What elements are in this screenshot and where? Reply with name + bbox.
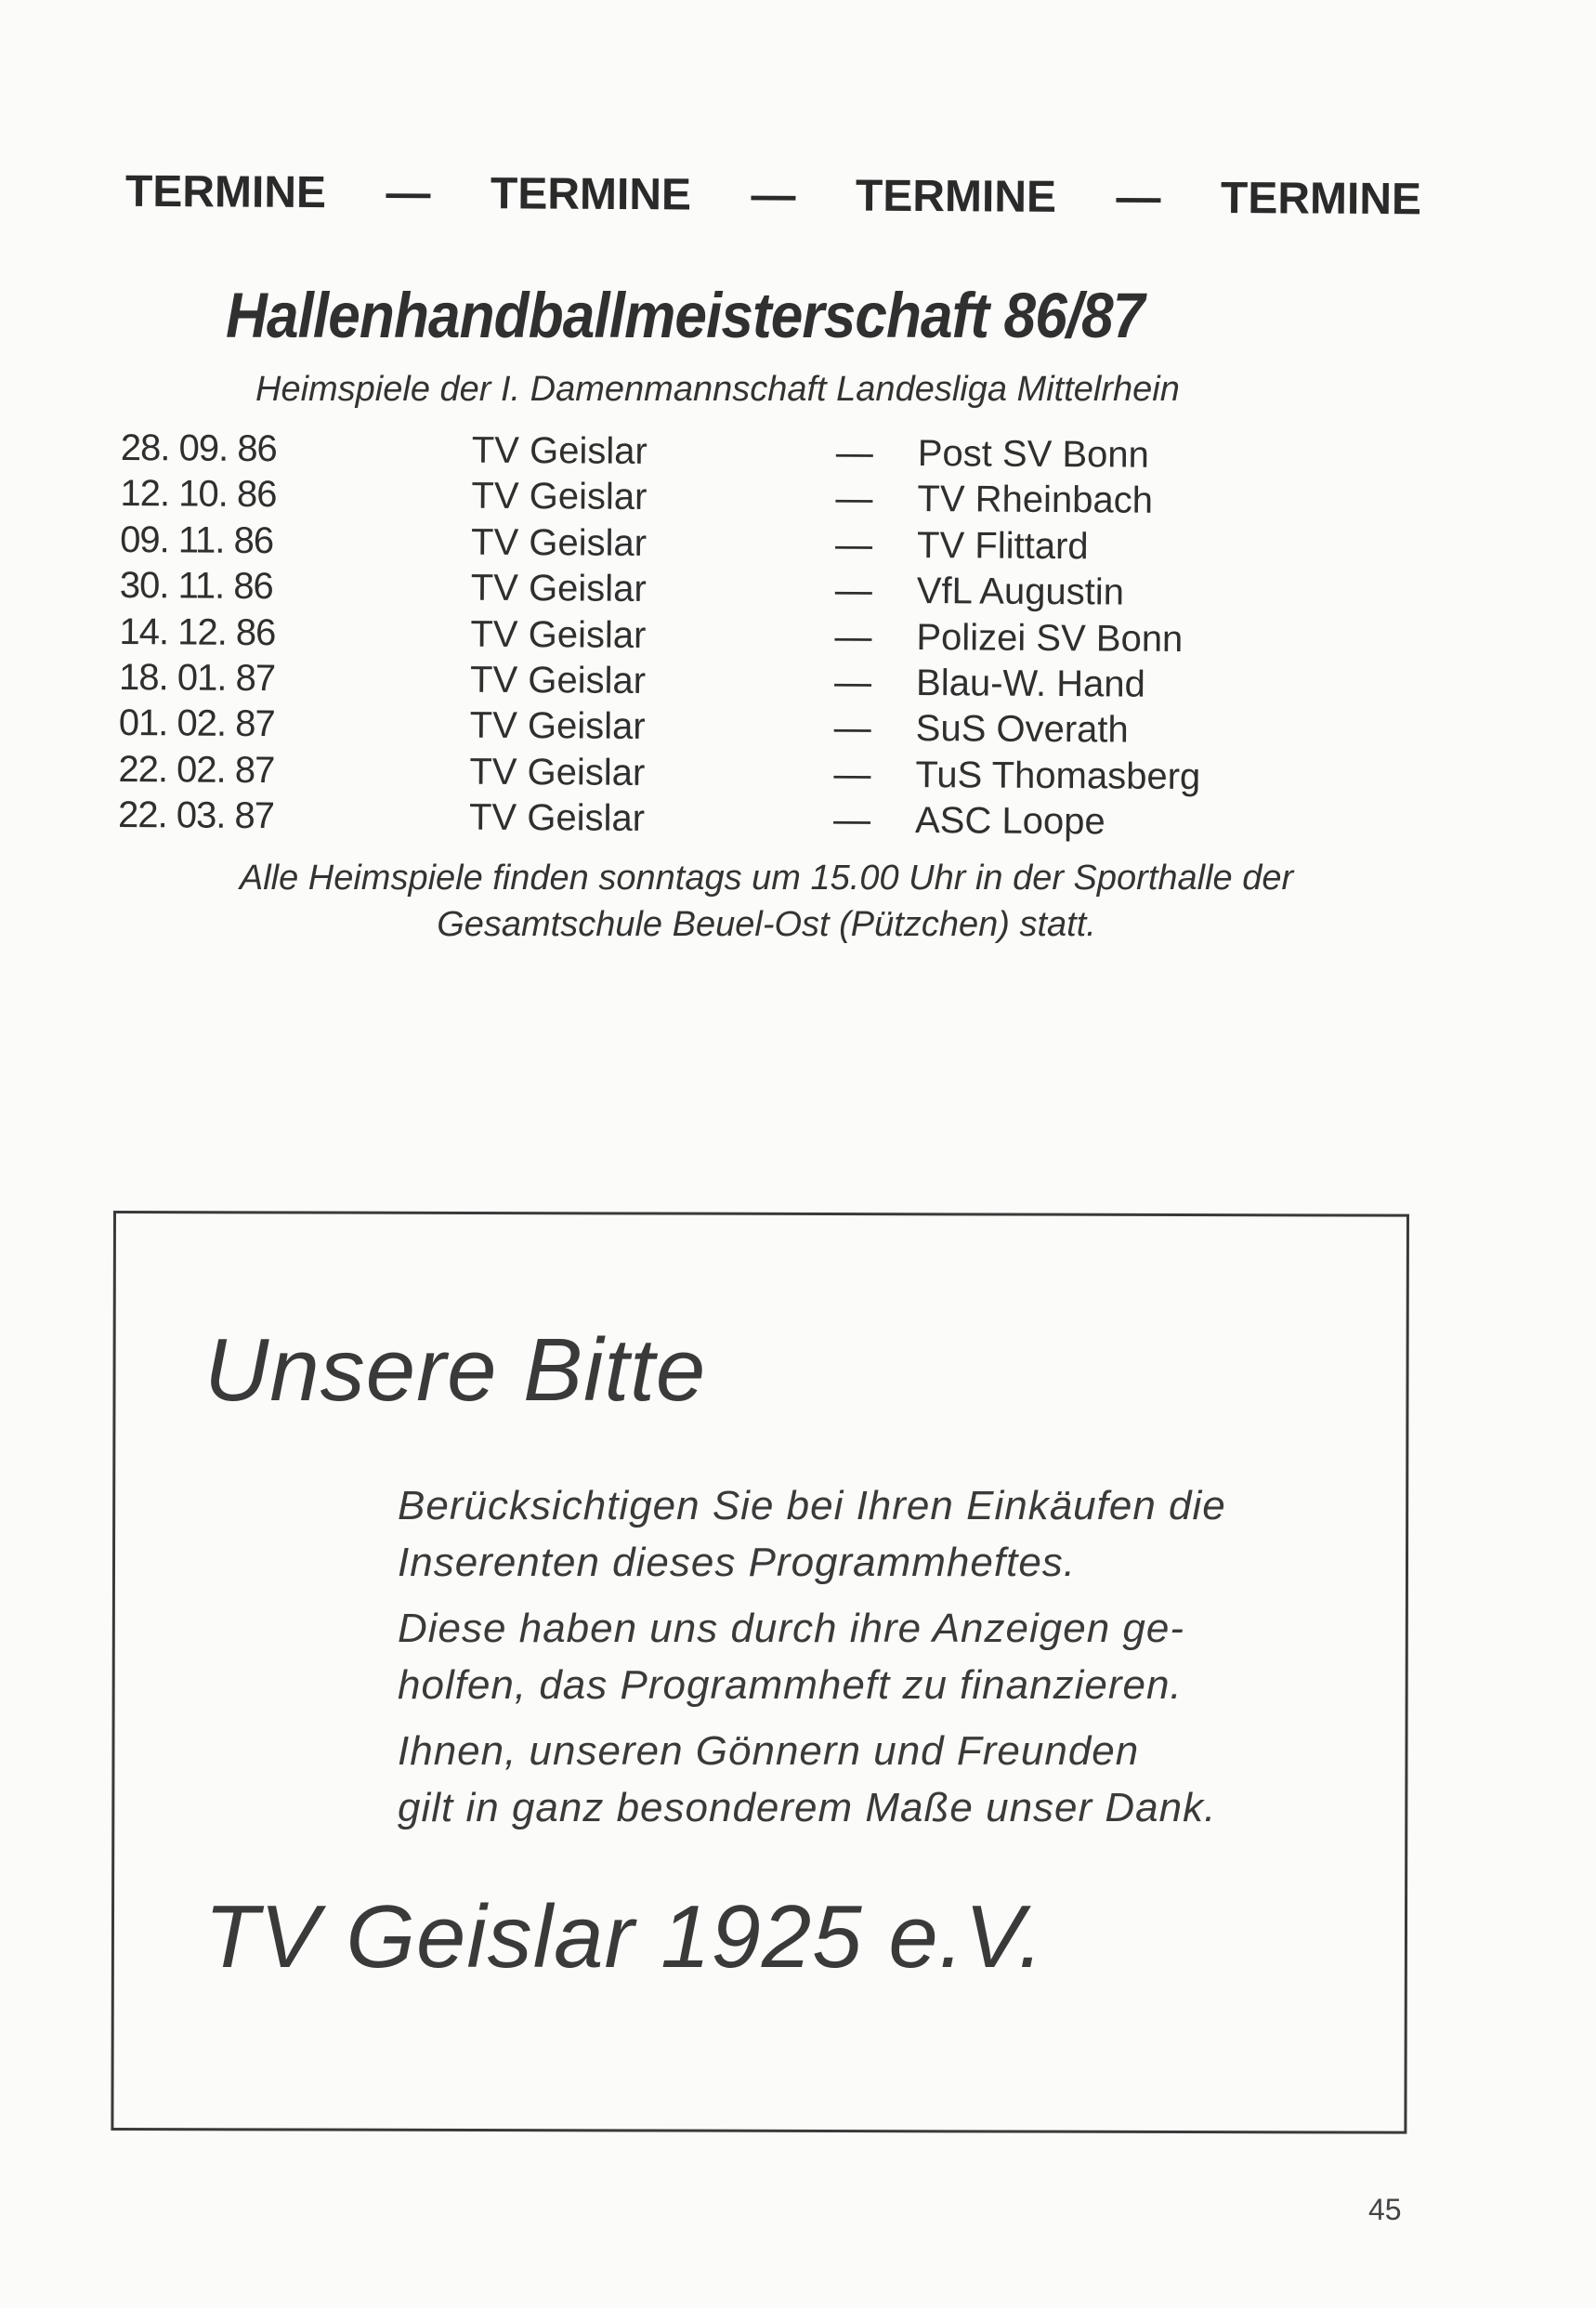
fixture-date: 22. 02. 87 [118,748,275,791]
fixture-away-team: Blau-W. Hand [915,662,1146,705]
sponsor-notice-body [398,1477,1327,1845]
sponsor-notice-line: holfen, das Programmheft zu finanzieren. [398,1662,1183,1708]
fixture-home-team: TV Geislar [469,751,646,793]
fixture-date: 09. 11. 86 [120,518,274,561]
page-number: 45 [1368,2193,1402,2226]
fixture-separator: — [834,615,872,658]
fixture-row [118,794,1279,848]
sponsor-notice-line: gilt in ganz besonderem Maße unser Dank. [398,1785,1217,1830]
banner-separator: — [751,170,796,220]
fixture-away-team: SuS Overath [915,708,1129,751]
fixture-separator: — [834,524,873,566]
fixture-date: 14. 12. 86 [119,610,276,653]
sponsor-notice-paragraph [398,1477,1327,1591]
sponsor-notice-line: Berücksichtigen Sie bei Ihren Einkäufen die [398,1483,1226,1528]
banner-word: TERMINE [855,171,1057,222]
fixture-away-team: VfL Augustin [916,570,1125,613]
fixture-away-team: ASC Loope [914,800,1105,843]
banner-word: TERMINE [1220,173,1422,224]
schedule-note-line: Gesamtschule Beuel-Ost (Pützchen) statt. [437,905,1096,944]
schedule-note-line: Alle Heimspiele finden sonntags um 15.00 Uhr in der Sporthalle der [239,859,1294,898]
fixture-date: 12. 10. 86 [120,473,277,516]
fixture-home-team: TV Geislar [469,659,647,702]
banner-word: TERMINE [124,166,327,217]
fixture-row [118,749,1279,803]
fixture-home-team: TV Geislar [471,476,648,518]
fixture-separator: — [833,707,871,749]
sponsor-notice-line: Diese haben uns durch ihre Anzeigen ge- [398,1606,1185,1651]
schedule-note [158,855,1375,948]
sponsor-notice-paragraph [398,1600,1327,1713]
sponsor-notice-title: Unsere Bitte [204,1320,707,1420]
club-signature: TV Geislar 1925 e.V. [204,1887,1044,1987]
fixture-row [119,611,1280,665]
fixture-away-team: TuS Thomasberg [915,754,1201,797]
fixture-away-team: Post SV Bonn [917,432,1150,476]
banner-separator: — [386,167,431,218]
banner-word: TERMINE [490,168,692,219]
fixture-row [121,427,1282,481]
termine-banner [125,164,1421,228]
fixture-home-team: TV Geislar [468,796,646,840]
sponsor-notice-paragraph [398,1723,1327,1836]
banner-separator: — [1116,172,1161,223]
fixture-date: 28. 09. 86 [120,427,277,470]
fixture-home-team: TV Geislar [471,429,648,472]
fixture-row [120,565,1281,619]
fixture-separator: — [834,570,872,611]
fixture-row [120,519,1281,573]
fixture-row [119,702,1280,756]
fixture-separator: — [835,432,873,474]
fixture-away-team: TV Flittard [916,524,1089,568]
fixture-separator: — [833,662,872,703]
fixture-date: 22. 03. 87 [117,794,275,837]
fixture-row [119,657,1280,711]
fixture-home-team: TV Geislar [470,613,647,656]
fixture-date: 01. 02. 87 [118,702,275,745]
fixture-away-team: Polizei SV Bonn [916,616,1184,660]
fixture-date: 18. 01. 87 [118,656,276,700]
page-subtitle: Heimspiele der I. Damenmannschaft Landesliga Mittelrhein [255,370,1180,409]
sponsor-notice-line: Inserenten dieses Programmheftes. [398,1540,1077,1585]
fixture-home-team: TV Geislar [470,567,647,610]
fixture-home-team: TV Geislar [469,704,646,748]
fixture-row [120,473,1281,527]
fixture-date: 30. 11. 86 [119,565,273,608]
fixtures-table [118,427,1282,848]
fixture-home-team: TV Geislar [470,521,648,564]
fixture-away-team: TV Rheinbach [917,479,1154,522]
sponsor-notice-line: Ihnen, unseren Gönnern und Freunden [398,1728,1140,1774]
fixture-separator: — [832,799,871,841]
fixture-separator: — [833,754,871,795]
page-title: Hallenhandballmeisterschaft 86/87 [226,280,1145,351]
fixture-separator: — [835,478,873,520]
